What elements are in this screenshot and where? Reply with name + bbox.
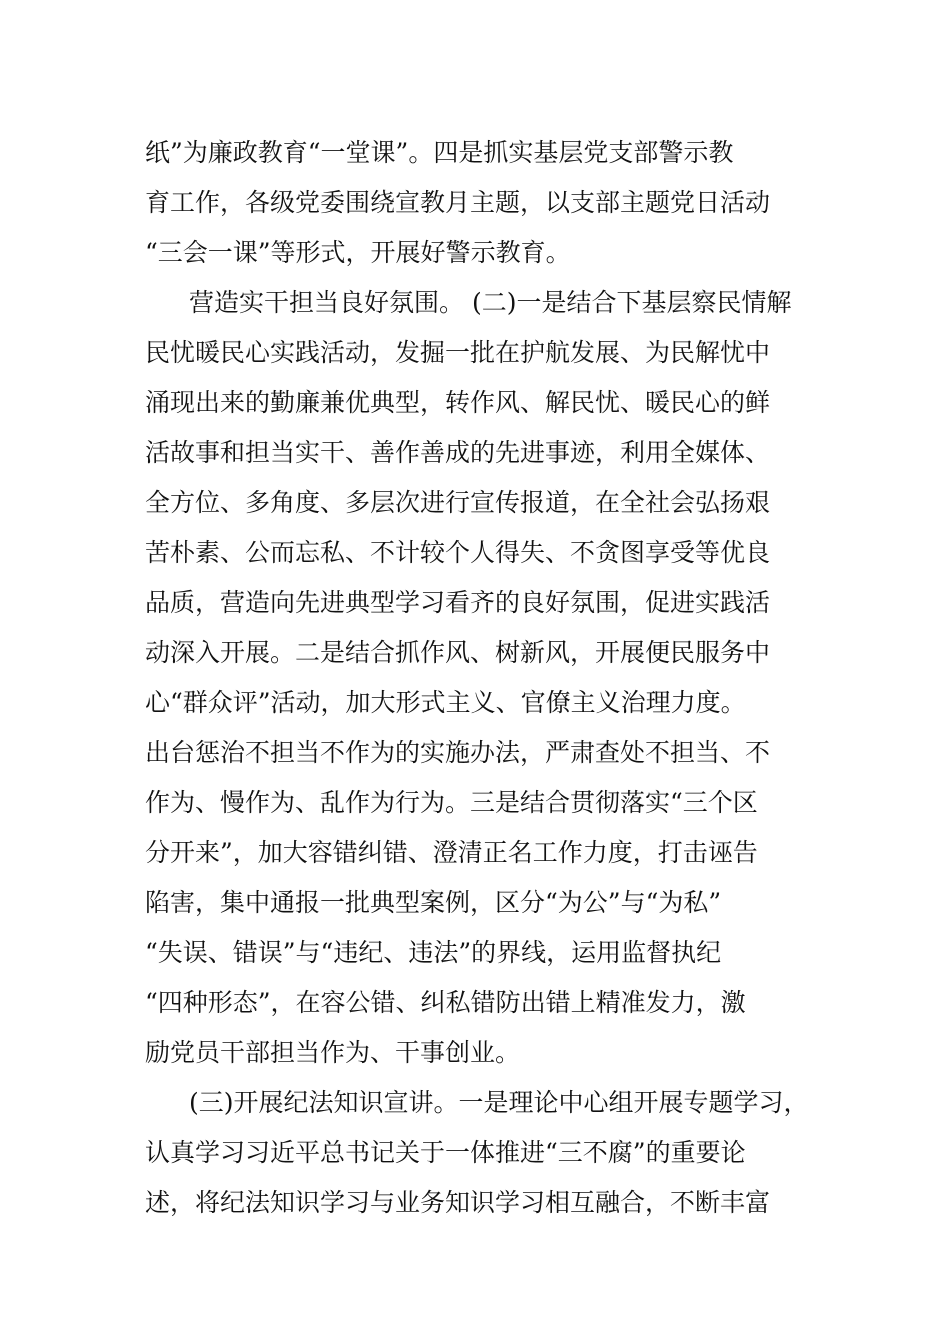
text-line: 作为、慢作为、乱作为行为。三是结合贯彻落实“三个区 [145,788,758,817]
text-line: 育工作，各级党委围绕宣教月主题，以支部主题党日活动 [145,188,771,217]
text-line: “失误、错误”与“违纪、违法”的界线，运用监督执纪 [145,938,722,967]
text-line: 全方位、多角度、多层次进行宣传报道，在全社会弘扬艰 [145,488,771,517]
paragraph-first-line: (三)开展纪法知识宣讲。一是理论中心组开展专题学习， [189,1088,809,1117]
text-line: 认真学习习近平总书记关于一体推进“三不腐”的重要论 [145,1138,746,1167]
text-line: 涌现出来的勤廉兼优典型，转作风、解民忧、暖民心的鲜 [145,388,771,417]
text-line: 出台惩治不担当不作为的实施办法，严肃查处不担当、不 [145,738,771,767]
paragraph-first-line: 营造实干担当良好氛围。 (二)一是结合下基层察民情解 [189,288,792,317]
text-line: 活故事和担当实干、善作善成的先进事迹，利用全媒体、 [145,438,771,467]
text-line: “三会一课”等形式，开展好警示教育。 [145,238,571,267]
text-line: 苦朴素、公而忘私、不计较个人得失、不贪图享受等优良 [145,538,771,567]
text-line: 陷害，集中通报一批典型案例，区分“为公”与“为私” [145,888,722,917]
text-line: 述，将纪法知识学习与业务知识学习相互融合，不断丰富 [145,1188,771,1217]
text-line: 励党员干部担当作为、干事创业。 [145,1038,521,1067]
text-line: “四种形态”，在容公错、纠私错防出错上精准发力，激 [145,988,746,1017]
document-body [145,128,825,1228]
text-line: 纸”为廉政教育“一堂课”。四是抓实基层党支部警示教 [145,138,734,167]
text-line: 心“群众评”活动，加大形式主义、官僚主义治理力度。 [145,688,746,717]
text-line: 分开来”，加大容错纠错、澄清正名工作力度，打击诬告 [145,838,758,867]
text-line: 动深入开展。二是结合抓作风、树新风，开展便民服务中 [145,638,771,667]
text-line: 民忧暖民心实践活动，发掘一批在护航发展、为民解忧中 [145,338,771,367]
text-line: 品质，营造向先进典型学习看齐的良好氛围，促进实践活 [145,588,771,617]
